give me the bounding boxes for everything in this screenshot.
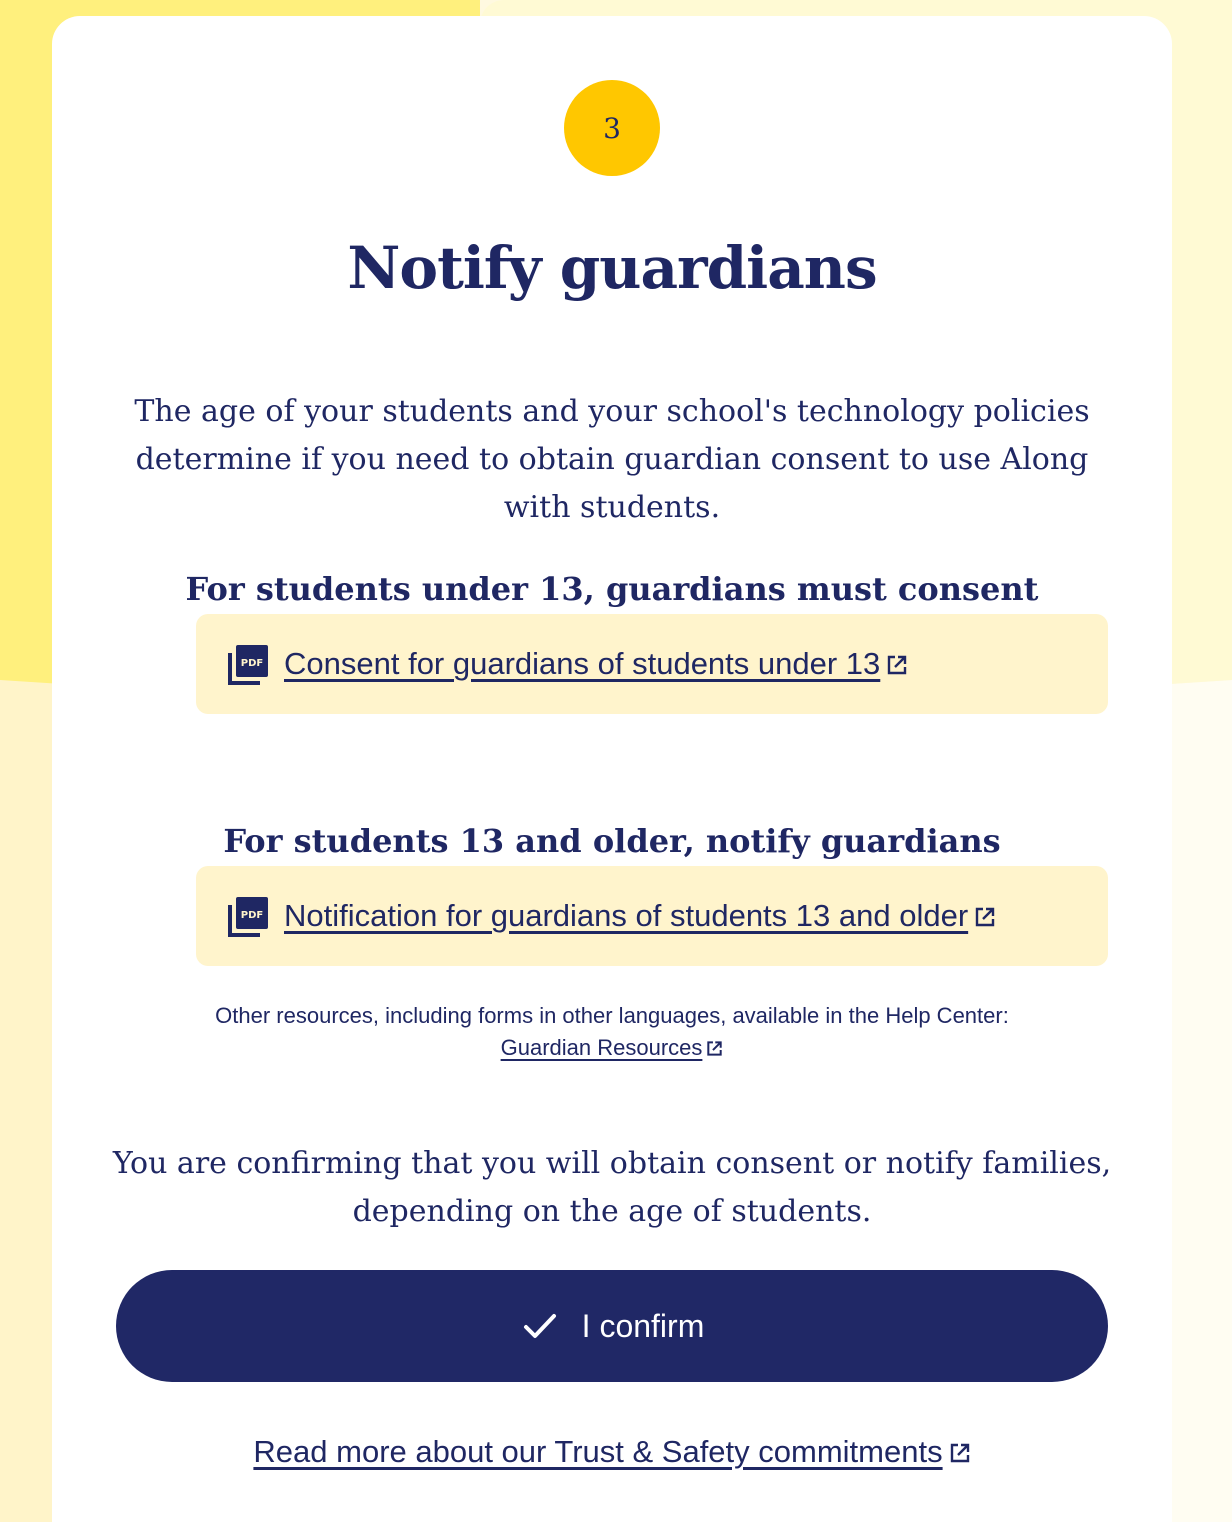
consent-under-13-link[interactable] — [284, 646, 908, 682]
onboarding-card — [52, 16, 1172, 1522]
confirm-button[interactable] — [116, 1270, 1108, 1382]
pdf-icon — [228, 895, 270, 937]
confirm-button-label: I confirm — [581, 1307, 705, 1344]
consent-under-13-link-label: Consent for guardians of students under 13 — [284, 646, 881, 681]
step-badge — [564, 80, 660, 176]
svg-text:PDF: PDF — [240, 910, 264, 921]
external-link-icon — [886, 654, 908, 676]
svg-text:PDF: PDF — [240, 658, 264, 669]
consent-form-box — [196, 614, 1108, 714]
page-title: Notify guardians — [347, 234, 877, 302]
pdf-icon — [228, 643, 270, 685]
notification-13-and-older-link-label: Notification for guardians of students 13 and older — [284, 898, 969, 933]
notification-form-box — [196, 866, 1108, 966]
section-heading-under-13: For students under 13, guardians must consent — [185, 570, 1039, 608]
other-resources-text: Other resources, including forms in other languages, available in the Help Center: — [215, 1003, 1009, 1028]
confirmation-text: You are confirming that you will obtain consent or notify families, depending on the age of students. — [112, 1146, 1112, 1229]
check-icon — [520, 1306, 560, 1346]
external-link-icon — [706, 1040, 723, 1057]
external-link-icon — [974, 906, 996, 928]
other-resources — [52, 1000, 1172, 1064]
external-link-icon — [949, 1442, 971, 1464]
section-heading-13-and-older: For students 13 and older, notify guardians — [223, 822, 1001, 860]
step-number: 3 — [603, 111, 621, 145]
guardian-resources-link[interactable] — [501, 1035, 724, 1060]
trust-safety-row — [52, 1434, 1172, 1470]
trust-safety-link[interactable]: Read more about our Trust & Safety commitments — [253, 1434, 943, 1469]
intro-text: The age of your students and your school's technology policies determine if you need to obtain guardian consent to use Along with students. — [134, 394, 1090, 525]
guardian-resources-link-label: Guardian Resources — [500, 1035, 703, 1060]
notification-13-and-older-link[interactable] — [284, 898, 996, 934]
